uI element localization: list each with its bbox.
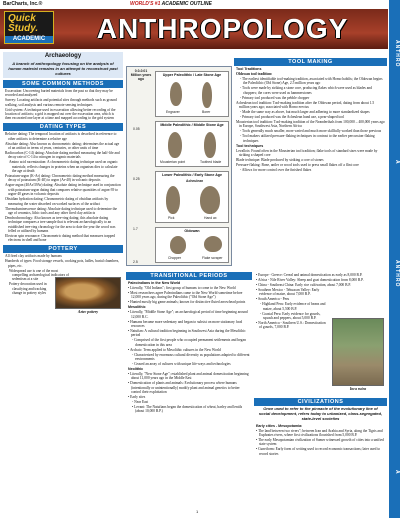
dating-item: Electron spin resonance: Chronometric dating method that measures trapped electrons in shell and bone [5, 233, 115, 243]
civilization-item: • The early Mesopotamian civilization of Sumer witnessed growth of cities into a unified state system [256, 437, 384, 447]
oldowan-row [155, 227, 229, 263]
civilization-item: • The land between two rivers"; between Iran and Arabia and Syria, along the Tigris and Euphrates rivers, where first civilizations flourished from 5,000 B.P. [256, 428, 383, 437]
side-word-2: A [394, 160, 400, 165]
timeline-tick: 0.05 [133, 127, 140, 131]
aztec-pottery-image [55, 277, 121, 309]
tool-techniques-heading: Tool techniques [236, 143, 264, 148]
tool-making-band: TOOL MAKING [234, 58, 387, 66]
transitional-item: • Literally, "Old Indians"; first group of humans to come to the New World [128, 285, 236, 290]
row-label: Middle Paleolithic / Middle Stone Age [160, 123, 224, 127]
transitional-list [126, 280, 252, 415]
transitional-item: - Characterized by enormous cultural diversity as populations adapted to different environments [132, 352, 250, 361]
tradition-item: - Tools were made by striking a stone core, producing flakes which were used as blades and choppers; the cores were used as hammerstones [240, 86, 372, 95]
engraver-tool [170, 82, 182, 106]
brand-label: BarCharts, Inc.® [3, 1, 43, 7]
transitional-item: Paleoindians in the New World [128, 281, 181, 285]
tradition-item: - Tool makers utilized pressure-flaking techniques in contrast to the earlier percussion-flaking techniques [240, 134, 375, 143]
dating-item: Dendrochronology: Also known as tree-ring dating; this absolute dating technique compares a tree sample that is relevant archaeologically to an established tree-ring chronology for the area to date the year the wood was felled or utilized by humans [5, 215, 116, 233]
region-item: • South America - Peru [256, 297, 290, 302]
civilization-item: • Cuneiform: Early form of writing used to record economic transactions; later used to record stories [256, 447, 381, 456]
method-item: Excavation: Uncovering buried materials from the past so that they may be recorded and analyzed [5, 88, 113, 98]
dating-item: Argon-argon (40Ar/39Ar) dating: Absolute dating technique used in conjunction with potassium-argon dating that compares relative quantities of argon-39 to argon-40 gases in volcanic deposits [5, 183, 121, 197]
civilizations-band: CIVILIZATIONS [254, 398, 387, 406]
transitional-item: • Domestication of plants and animals: Evolutionary process where humans (intentionally or unintentionally) modify plant and animal genetics to better control their exploitation [128, 381, 240, 394]
pick-tool [166, 186, 180, 214]
borer-tool [202, 82, 212, 108]
tradition-item: - The earliest identifiable tool-making tradition, associated with Homo habilis; the Oldowan begins the Paleolithic (Old Stone) Age, 2.5 million years ago [240, 76, 383, 86]
dating-item: Absolute dating: Also known as chronometric dating; determines the actual age of an artifact in terms of years, centuries, or other units of time [5, 141, 120, 151]
region-item: • North America - Southern U.S.: Domestication of gourds, 7,000 B.P. [256, 320, 326, 330]
dating-item: Potassium-argon (K-Ar) dating: Chronometric dating method measuring the decay of potassium (K-40) to argon (Ar-40) in volcanic deposits [5, 174, 115, 183]
side-tab [389, 0, 400, 518]
transitional-item: • Levant: The Natufians began the domestication of wheat, barley and lentils (about 10,000 B.P.) [132, 404, 243, 414]
region-item: - Coastal Peru: Early evidence for gourds, squash and peppers, about 5,000 B.P. [260, 311, 321, 320]
tool-caption: Acheulean [186, 179, 204, 183]
technique-item: Blade technique: Blade produced by striking a core of stones [236, 157, 324, 162]
row-label: Lower Paleolithic / Early Stone Age [162, 173, 222, 177]
region-item: • Africa - Nile River Valley: Sheep and goat domestication from 8,000 B.P. [256, 277, 364, 282]
civilizations-section [254, 398, 387, 507]
methods-list [3, 88, 123, 122]
dating-item: Obsidian hydration dating: Chronometric dating of obsidian artifacts by measuring the water absorbed on worked surfaces of the artifact [5, 197, 109, 206]
logo-line-3: ACADEMIC [5, 36, 53, 43]
tool-making-diagram [126, 66, 232, 266]
transitional-section [126, 272, 252, 507]
pottery-band: POTTERY [3, 245, 123, 253]
dating-list [3, 131, 123, 244]
dating-item: Thermoluminescence dating: Absolute dating technique used to determine the age of ceramics, lithic tools and any other fired clay artifacts [5, 206, 117, 215]
tool-caption: Pick [168, 216, 175, 220]
transitional-item: • Early sites [128, 394, 146, 399]
transitional-item: - Comprised of the first people who occupied permanent settlements and began domestication in this area [132, 338, 246, 347]
tool-caption: Toothed blade [200, 160, 222, 164]
technique-item: Pressure-flaking: Bone, antler or wood tools used to press small flakes off a flint core [236, 162, 359, 167]
tradition-item: - Made the same way as above, but much larger and adhering to more standardized shapes [240, 109, 370, 114]
dating-item: Relative dating: The temporal location of artifacts is described in reference to other artifacts to determine a relative age [5, 132, 117, 141]
some-methods-band: SOME COMMON METHODS [3, 80, 123, 88]
tradition-item: Oldowan tool tradition: [236, 71, 273, 76]
technique-item: - Allows for more control over the finished flakes [240, 167, 312, 172]
tagline-suffix: ACADEMIC OUTLINE [161, 1, 212, 7]
quickstudy-logo [4, 11, 54, 44]
lower-paleolithic-row [155, 171, 229, 223]
tool-caption: Flake scraper [202, 256, 223, 260]
transitional-item: • Most researchers agree Paleoindians came to the New World sometime before 12,000 years ago, during the Paleolithic ("Old Stone Age") [128, 290, 243, 300]
tool-caption: Hand ax [204, 216, 217, 220]
side-word-4: A [394, 470, 400, 475]
side-word-1: ANTHRO [394, 40, 400, 68]
transitional-item: - Near East [132, 399, 149, 404]
pottery-list [3, 253, 123, 313]
toothed-blade-tool [204, 132, 216, 158]
dating-item: Radiocarbon (C-14) dating: Absolute dating method measuring the half-life and decay rate of C-14 to nitrogen in organic materials [5, 151, 120, 160]
pottery-item: All fired clay artifacts made by humans [5, 254, 62, 259]
logo-line-1: Quick [8, 13, 36, 24]
tool-caption: Mousterian point [160, 160, 186, 164]
tradition-item: - Primary tool produced was the Acheulean hand axe, a pear-shaped tool [240, 114, 345, 119]
civilizations-intro: Once used to refer to the pinnacle of the evolutionary line of social development, refers today to urbanized, class-segregated, state-level societies [258, 406, 383, 421]
tool-caption: Engraver [166, 110, 180, 114]
civilization-item: Early cities - Mesopotamia: [256, 423, 303, 428]
transitional-item: • Archaic: Term applied to Mesolithic cultures in the New World [128, 347, 221, 352]
row-label: Oldowan [184, 229, 200, 233]
tool-traditions [234, 66, 387, 174]
page-title: ANTHROPOLOGY [96, 13, 349, 44]
tradition-item: - Primary tool produced was the pebble chopper [240, 95, 310, 100]
archaeology-intro: A branch of anthropology focusing on the analysis of human material remains in an attempt to reconstruct past cultures [3, 61, 123, 78]
transitional-item: Neolithic [128, 366, 144, 371]
pottery-item: Hundreds of types: Food storage vessels, cooking pots, ladles, burial chambers, pipes, etc. [5, 259, 120, 268]
hand-ax-tool [200, 186, 220, 214]
middle-paleolithic-row [155, 121, 229, 167]
aztec-pottery-caption: Aztec pottery [77, 310, 99, 315]
inca-ruins-caption: Inca ruins [349, 387, 367, 391]
timeline-tick: 0.25 [133, 177, 140, 181]
transitional-item: Mesolithic [128, 305, 146, 310]
method-item: Grid system: A technique used in excavation allowing better recording of the location of artifacts; a grid is mapped out over the excavation area, which is then excavated one layer at a time and mapped according to the grid system [5, 107, 116, 121]
tradition-item: - Tools generally much smaller, more varied and much more skillfully worked than those previous [240, 129, 382, 134]
technique-item: Levallois: Found often in the Mousterian tool tradition; flake tools of standard sizes were made by striking a shaped core [236, 148, 378, 157]
logo-line-2: Study. [8, 23, 39, 34]
transitional-item: • Humans became more sedentary and began to subsist on more stationary food resources [128, 319, 243, 328]
dating-item: Amino acid racemization: A chronometric dating technique used on organic materials; reflects changes in proteins when an organism dies to calculate the age at death [9, 160, 118, 174]
inca-ruins-image [332, 318, 384, 386]
region-item: • Southern Mexico - Tehuacan Valley: Early evidence of maize, about 7,000 B.P. [256, 287, 320, 297]
pottery-item: Widespread use is one of the most compelling archaeological indicators of sedentism at a site [9, 268, 69, 282]
timeline-axis-title: 0.0-0.01 Million years ago [130, 69, 152, 82]
civilizations-list [254, 423, 387, 458]
transitional-band: TRANSITIONAL PERIODS [126, 272, 252, 280]
top-bar [0, 0, 400, 9]
mousterian-point-tool [168, 132, 182, 158]
method-item: Survey: Locating artifacts and potential sites through methods such as ground walking, soil analysis and various remote sensing techniques [5, 98, 117, 107]
timeline-tick: 1.7 [133, 227, 138, 231]
transitional-item: • Literally, "Middle Stone Age"; an archaeological period of time beginning around 12,000 B.C. [128, 310, 248, 319]
tagline [130, 1, 212, 7]
tradition-item: Mousterian tool tradition: Tool-making tradition of the Neanderthals from 100,000 – 400,000 years ago in Europe, Southwest Asia, Northern Africa [236, 119, 385, 129]
transitional-item: • Literally, "New Stone Age"; established plant and animal domestication beginning about 11,000 years ago in the Middle East [128, 371, 249, 381]
side-word-3: ANTHRO [394, 260, 400, 288]
tagline-prefix: WORLD'S #1 [130, 1, 161, 7]
upper-paleolithic-row [155, 71, 229, 117]
chopper-tool [170, 236, 186, 254]
region-item: • China - Southeast China: Early rice cultivation, about 7,000 B.P. [256, 282, 351, 287]
tradition-item: Acheulean tool tradition: Tool-making tradition after the Oldowan period, dating from about 1.5 million years ago; associated with Homo erectus [236, 100, 375, 109]
row-label: Upper Paleolithic / Late Stone Age [162, 73, 222, 77]
page-number: 1 [196, 509, 199, 514]
transitional-item: • Hunted mostly big game animals; known for distinctive fluted arrowhead points [128, 300, 246, 305]
timeline-tick: 2.5 [133, 260, 138, 264]
left-column [3, 52, 123, 507]
regions-list [254, 272, 387, 396]
transitional-item: - Ceased an array of cultures with unique life-ways and technologies [132, 361, 231, 366]
flake-scraper-tool [204, 236, 222, 252]
pottery-item: Pottery decoration used in classifying and tracking change in pottery styles [9, 282, 47, 296]
archaeology-title: Archaeology [3, 52, 123, 61]
region-item: - Highland Peru: Early evidence of beans and maize, about 5,500 B.P. [260, 302, 326, 311]
tool-caption: Chopper [168, 256, 182, 260]
tool-traditions-heading: Tool Traditions [236, 67, 262, 71]
regions-section [254, 272, 387, 396]
tool-caption: Borer [202, 110, 211, 114]
transitional-item: • Natufian: A cultural tradition beginning in Southwest Asia during the Mesolithic period [128, 328, 246, 338]
tool-making-section [234, 58, 387, 268]
dating-types-band: DATING TYPES [3, 123, 123, 131]
region-item: • Europe - Greece: Cereal and animal domestication as early as 8,000 B.P. [256, 273, 363, 277]
tool-timeline [126, 66, 232, 266]
